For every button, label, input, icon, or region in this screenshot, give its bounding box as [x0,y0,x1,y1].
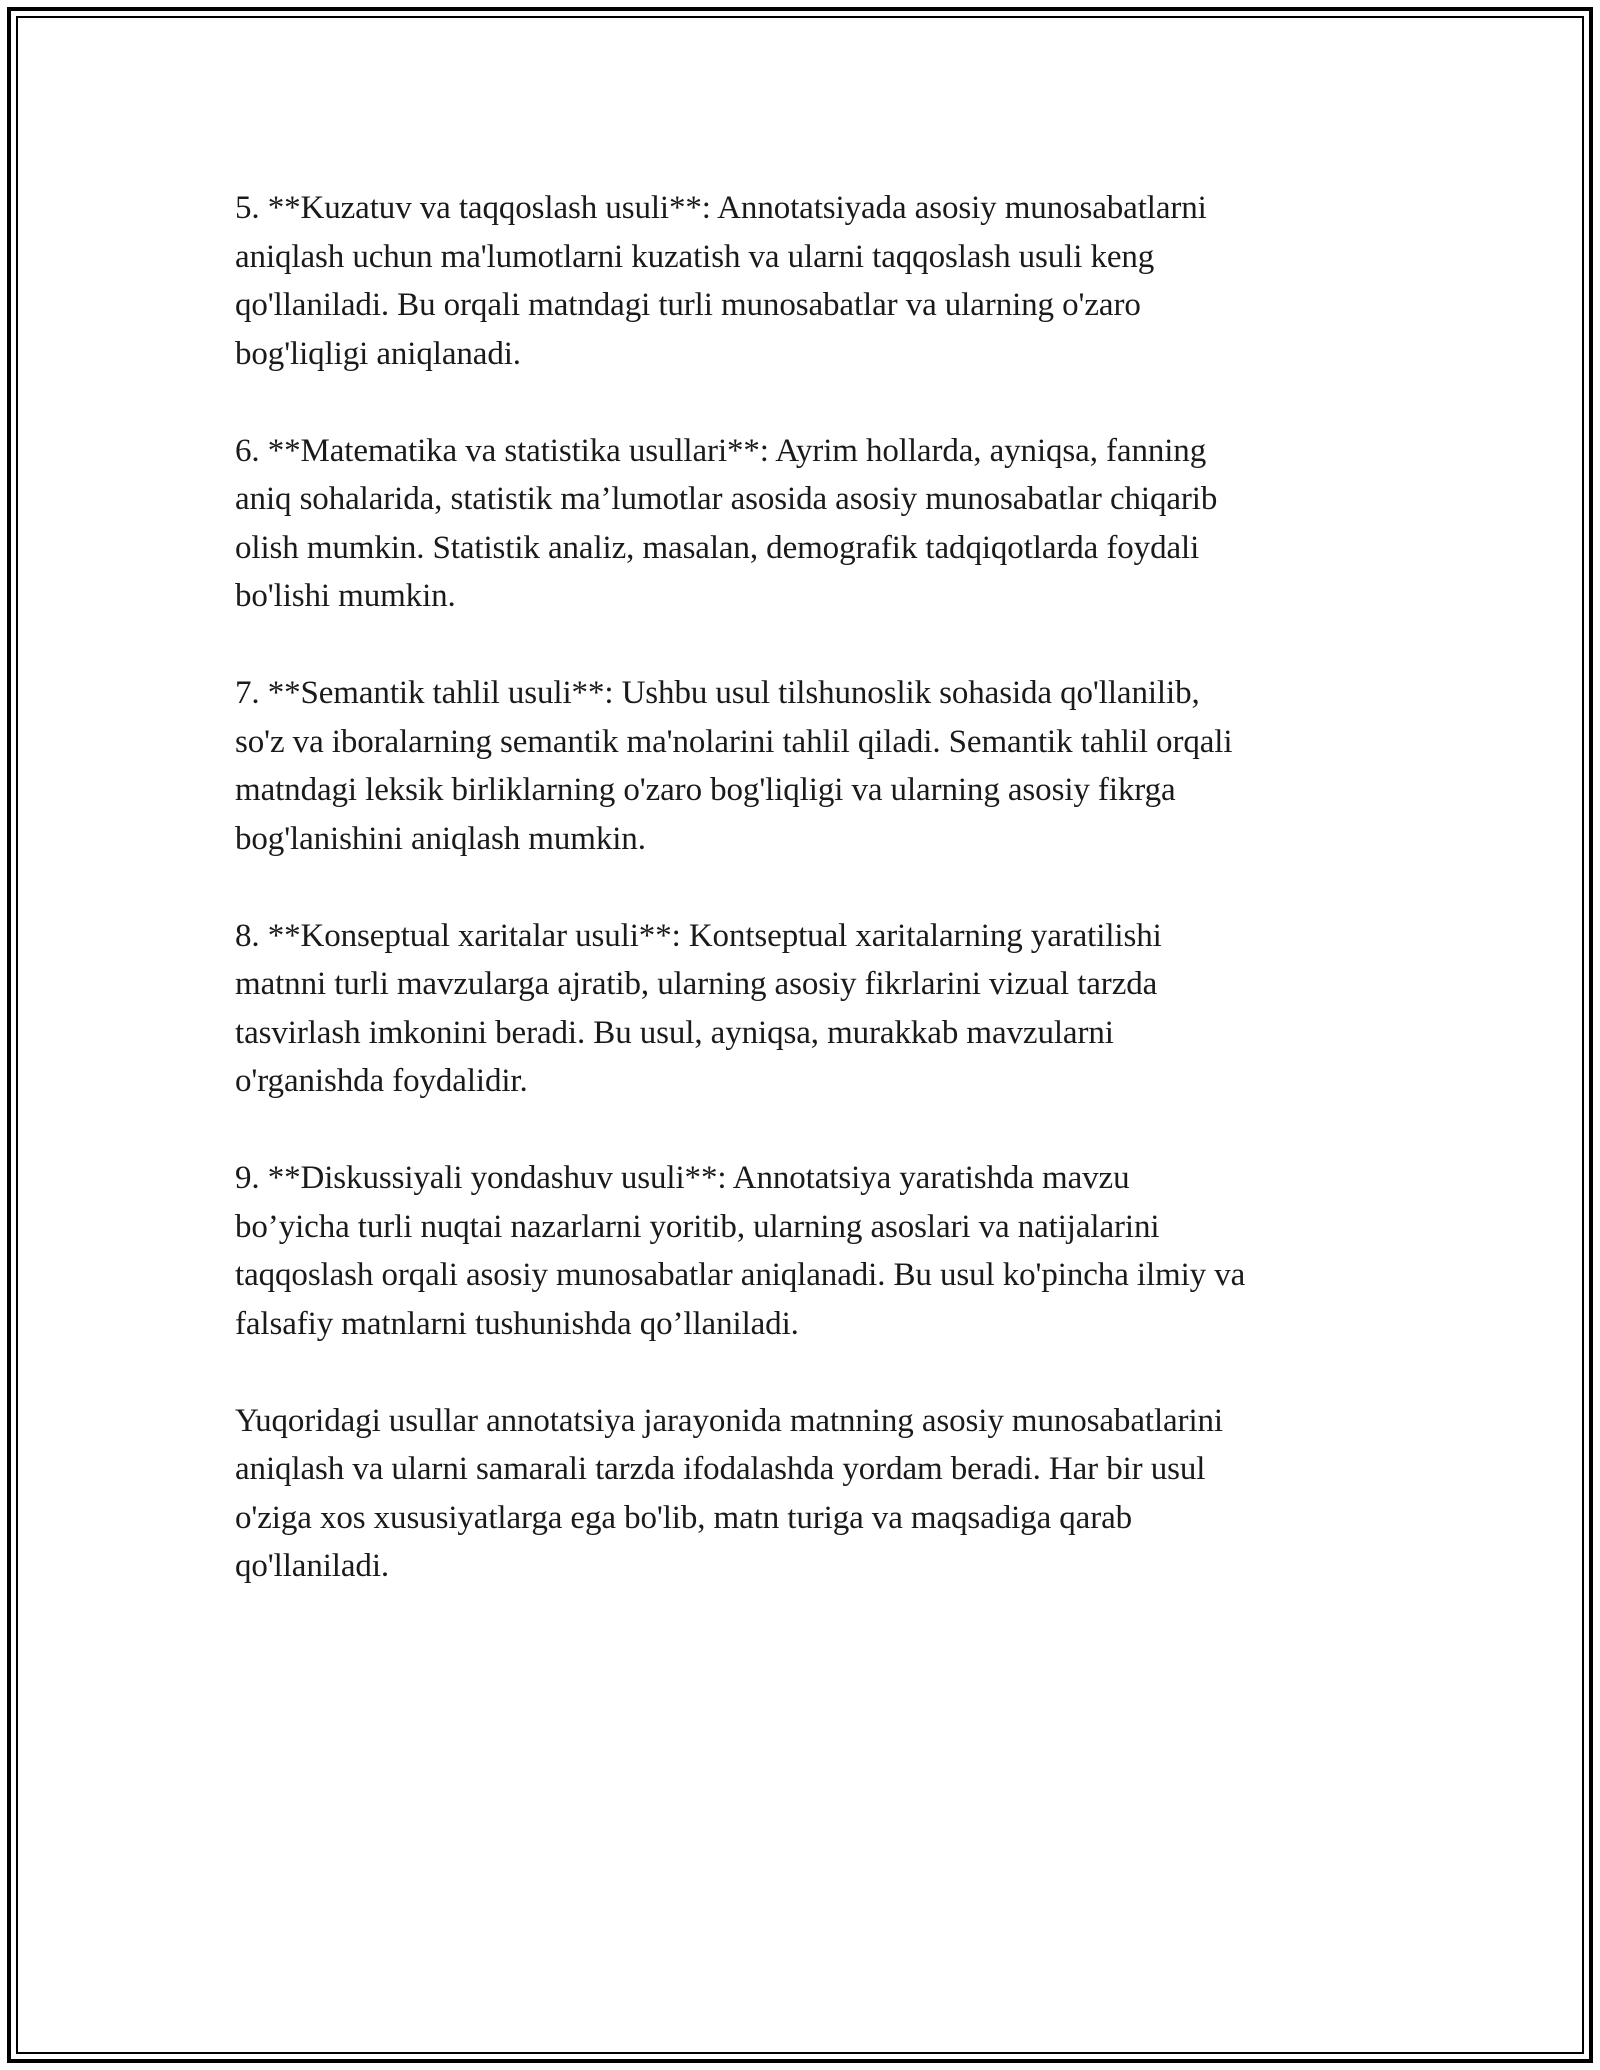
text-line: bo'lishi mumkin. [235,578,456,614]
text-line: matndagi leksik birliklarning o'zaro bog'liqligi va ularning asosiy fikrga [235,772,1176,808]
text-line: qo'llaniladi. [235,1548,390,1584]
text-line: bog'liqligi aniqlanadi. [235,335,521,372]
paragraph-method-5 [235,184,1385,378]
paragraph-method-8 [235,912,1385,1106]
paragraph-method-7 [235,669,1385,863]
text-line: bog'lanishini aniqlash mumkin. [235,820,646,857]
text-line: 8. **Konseptual xaritalar usuli**: Kontseptual xaritalarning yaratilishi [235,917,1162,954]
text-line: aniq sohalarida, statistik ma’lumotlar asosida asosiy munosabatlar chiqarib [235,481,1218,517]
text-line: 9. **Diskussiyali yondashuv usuli**: Annotatsiya yaratishda mavzu [235,1160,1130,1196]
text-line: bo’yicha turli nuqtai nazarlarni yoritib, ularning asoslari va natijalarini [235,1208,1160,1245]
text-line: o'ziga xos xususiyatlarga ega bo'lib, matn turiga va maqsadiga qarab [235,1499,1133,1536]
text-line: olish mumkin. Statistik analiz, masalan, demografik tadqiqotlarda foydali [235,529,1200,566]
text-line: 5. **Kuzatuv va taqqoslash usuli**: Annotatsiyada asosiy munosabatlarni [235,190,1207,226]
text-line: aniqlash uchun ma'lumotlarni kuzatish va ularni taqqoslash usuli keng [235,238,1155,275]
document-body [235,184,1385,1639]
text-line: Yuqoridagi usullar annotatsiya jarayonida matnning asosiy munosabatlarini [235,1402,1223,1439]
text-line: falsafiy matnlarni tushunishda qo’llaniladi. [235,1305,799,1342]
text-line: aniqlash va ularni samarali tarzda ifodalashda yordam beradi. Har bir usul [235,1451,1206,1487]
text-line: 7. **Semantik tahlil usuli**: Ushbu usul tilshunoslik sohasida qo'llanilib, [235,675,1200,711]
text-line: o'rganishda foydalidir. [235,1063,528,1099]
paragraph-conclusion [235,1397,1385,1591]
text-line: taqqoslash orqali asosiy munosabatlar aniqlanadi. Bu usul ko'pincha ilmiy va [235,1257,1246,1293]
text-line: qo'llaniladi. Bu orqali matndagi turli munosabatlar va ularning o'zaro [235,287,1141,323]
paragraph-method-6 [235,427,1385,621]
text-line: so'z va iboralarning semantik ma'nolarini tahlil qiladi. Semantik tahlil orqali [235,723,1233,760]
paragraph-method-9 [235,1154,1385,1348]
text-line: 6. **Matematika va statistika usullari**: Ayrim hollarda, ayniqsa, fanning [235,432,1207,469]
text-line: tasvirlash imkonini beradi. Bu usul, ayniqsa, murakkab mavzularni [235,1014,1114,1051]
text-line: matnni turli mavzularga ajratib, ularning asosiy fikrlarini vizual tarzda [235,966,1158,1002]
